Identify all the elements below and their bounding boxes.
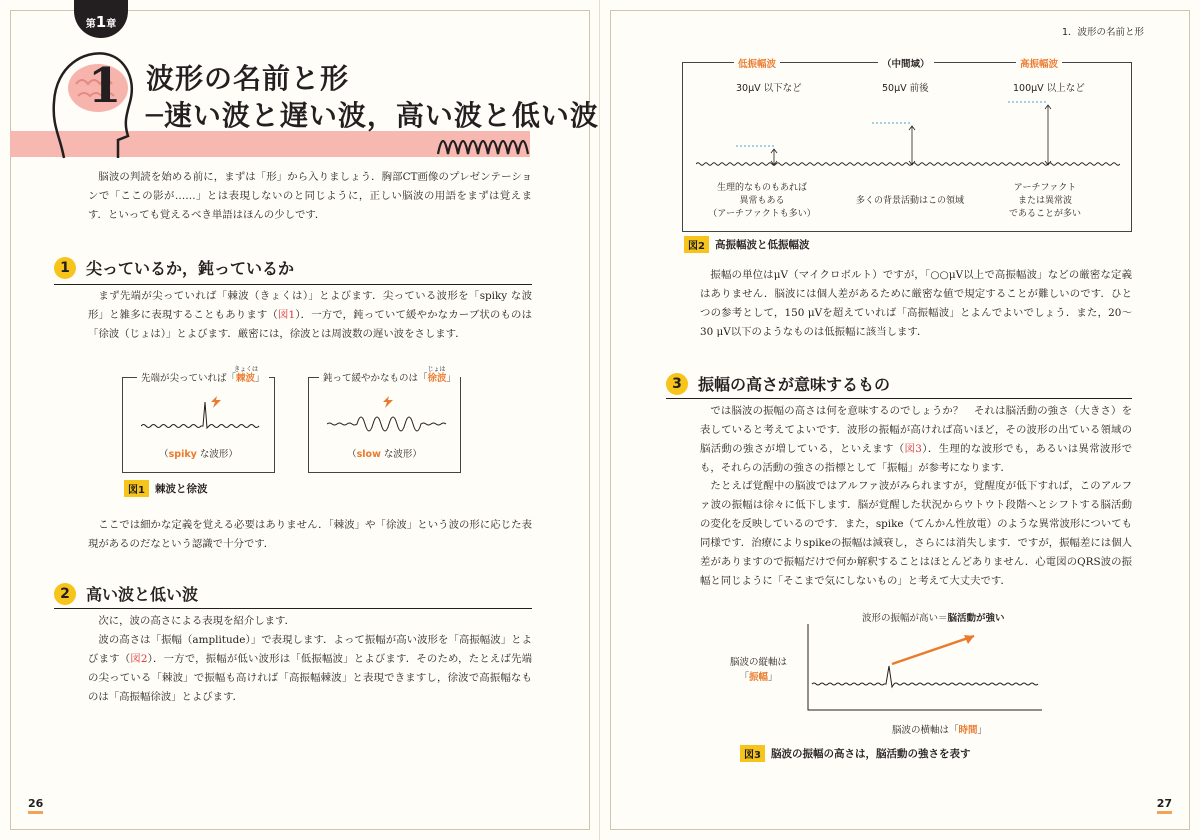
spike-term [234,366,259,384]
arrow-icon [211,396,221,408]
section-1-paragraph-1 [88,287,532,344]
section-3-paragraph-1 [700,402,1132,478]
running-head: 1．波形の名前と形 [1061,27,1144,38]
figure-caption-text: 脳波の振幅の高さは，脳活動の強さを表す [770,748,971,760]
figure-1-spike-box [122,366,275,473]
section-2-paragraph-1: 次に，波の高さによる表現を紹介します． [98,615,295,627]
chapter-prefix: 第 [85,19,96,30]
low-amplitude-title: 低振幅波 [734,56,780,70]
figure-2-reference: 図2 [130,653,148,665]
amplitude-unit-paragraph: 振幅の単位はμV（マイクロボルト）ですが，「○○μV以上で高振幅波」などの厳密な定義はありません．脳波には個人差があるために厳密な値で規定することが難しいのです．ひとつの参考として，150 μVを超えていれば「高振幅波」とよんでよいでしょう．また，20〜30 μV以下のようなものは低振幅に該当します． [700,269,1132,338]
text-run: 脳波の横軸は「 [892,725,959,736]
section-title: 高い波と低い波 [86,585,199,604]
section-rule [54,284,532,285]
high-amplitude-title: 高振幅波 [1016,56,1062,70]
spike-waveform [141,394,261,434]
figure-3-reference: 図3 [904,443,922,455]
trend-arrow [892,636,974,664]
y-axis-label-line: 脳波の縦軸は [730,657,788,668]
note-line: 生理的なものもあれば [716,183,807,193]
section-number-badge: 2 [54,583,76,605]
right-page [600,0,1200,840]
mid-range-title: （中間域） [878,56,934,70]
figure-2-caption [684,236,809,253]
y-axis-label-line [730,670,787,685]
chapter-suffix: 章 [106,19,117,30]
high-amplitude-note [990,182,1100,221]
note-line: （アーチファクトも多い） [708,209,816,219]
section-2-paragraph-2 [88,631,532,707]
section-title: 振幅の高さが意味するもの [698,375,891,394]
note-line: 異常もある [739,196,785,206]
figure-2-waveform [696,92,1120,176]
note-line: 多くの背景活動はこの領域 [855,196,964,206]
section-3-heading [666,372,890,395]
text-run: では脳波の振幅の高さは何を意味するのでしょうか？ それは脳活動の強さ（大きさ）を表していると考えてよいです．波形の振幅が高ければ高いほど，その波形の出ている領域の脳活動の強さが増している，といえます（ [700,405,1132,455]
high-amplitude-value: 100μV 以上など [1013,83,1085,94]
chapter-number: 1 [95,13,107,31]
text-run: 棘波 [236,373,256,384]
plot-axes [808,624,1042,710]
spike-box-title [137,366,269,384]
page-number-right: 27 [1157,797,1172,814]
text-run: な波形） [196,449,238,460]
note-line: アーチファクト [1013,183,1077,193]
text-run: 先端が尖っていれば「 [141,373,237,384]
text-run: 徐波 [427,373,447,384]
slow-term [427,366,447,384]
section-1-heading [54,256,294,279]
low-amplitude-value: 30μV 以下など [736,83,802,94]
intro-paragraph: 脳波の判読を始める前に，まずは「形」から入りましょう．胸部CT画像のプレゼンテーションで「ここの影が……」とは表現しないのと同じように，正しい脳波の用語をまずは覚えます．といっても覚えるべき単語はほんの少しです． [88,171,532,221]
figure-3-x-label [892,722,987,736]
section-rule [666,398,1132,399]
slow-caption [309,446,460,460]
low-amplitude-note [702,182,822,221]
figure-caption-text: 棘波と徐波 [154,483,208,495]
section-number-badge: 3 [666,373,688,395]
section-1-paragraph-2: ここでは細かな定義を覚える必要はありません．「棘波」や「徐波」という波の形に応じた表現があるのだなという認識で十分です． [88,519,532,550]
section-number-badge: 1 [54,257,76,279]
text-run: 鈍って緩やかなものは「 [323,373,428,384]
text-run: slow [356,449,381,460]
text-run: 振幅 [749,672,769,683]
figure-3-y-label [730,655,787,685]
text-run: 」 [768,672,778,683]
text-run: spiky [168,449,197,460]
section-3-paragraph-2: たとえば覚醒中の脳波ではアルファ波がみられますが，覚醒度が低下すれば，このアルファ波の振幅は徐々に低下します．脳が覚醒した状況からウトウト段階へとシフトする脳活動の変化を反映しているのです．また，spike（てんかん性放電）のような異常波形についても同様です．治療によりspikeの振幅は減衰し，さらには消失します．ですが，振幅差には個人差がありますので振幅だけで何か解釈することはほとんどありません．心電図のQRS波の振幅と同じように「そこまで気にしないもの」と考えて大丈夫です． [700,480,1132,587]
text-run: ）．一方で，鈍っていて緩やかなカーブ状のものは「徐波（じょは）」とよびます．厳密には，徐波とは周波数の遅い波をさします． [88,309,532,340]
page-title: 波形の名前と形 [146,62,350,95]
text-run: 脳活動が強い [947,613,1005,624]
figure-1-reference: 図1 [277,309,296,321]
note-line: であることが多い [1008,209,1081,219]
text-run: （ [347,449,357,460]
text-run: ）．一方で，振幅が低い波形は「低振幅波」とよびます．そのため，たとえば先端の尖っている「棘波」で振幅も高ければ「高振幅棘波」と表現できますし，徐波で高振幅なものは「高振幅徐波」とよびます． [88,653,532,703]
section-title: 尖っているか，鈍っているか [86,259,295,278]
section-2-heading [54,582,198,605]
text-run: 」 [977,725,988,736]
slow-box-title [319,366,460,384]
figure-caption-text: 高振幅波と低振幅波 [714,239,810,251]
figure-1-caption [124,480,207,497]
figure-3-plot [796,622,1044,714]
page-subtitle: ─速い波と遅い波，高い波と低い波 [146,99,599,132]
text-run: ）．生理的な波形でも，あるいは異常波形でも，それらの活動の強さの指標として「振幅」が参考になります． [700,443,1132,474]
slow-waveform [327,394,447,434]
mid-amplitude-note [840,195,980,208]
text-run: まず先端が尖っていれば「棘波（きょくは）」とよびます．尖っている波形を「spiky な波形」と雑多に表現することもあります（ [88,290,532,321]
text-run: 時間 [958,725,978,736]
spike-ruby: きょくは [234,366,259,373]
text-run: 「 [739,672,749,683]
slow-ruby: じょは [427,366,446,373]
figure-label: 図3 [740,745,765,762]
text-run: 」 [255,373,265,384]
spike-caption [123,446,274,460]
text-run: 波形の振幅が高い＝ [862,613,948,624]
page-number-left: 26 [28,797,43,814]
arrow-icon [383,396,393,408]
mid-amplitude-value: 50μV 前後 [882,83,929,94]
chapter-tab [74,0,128,38]
text-run: な波形） [380,449,422,460]
figure-label: 図1 [124,480,149,497]
figure-3-caption [740,745,970,762]
note-line: または異常波 [1017,196,1072,206]
title-number: 1 [88,58,122,114]
text-run: （ [159,449,169,460]
figure-1-slow-box [308,366,461,473]
text-run: 」 [446,373,457,384]
figure-label: 図2 [684,236,709,253]
section-rule [54,608,532,609]
text-run: 波の高さは「振幅（amplitude）」で表現します．よって振幅が高い波形を「高振幅波」とよびます（ [88,634,532,665]
